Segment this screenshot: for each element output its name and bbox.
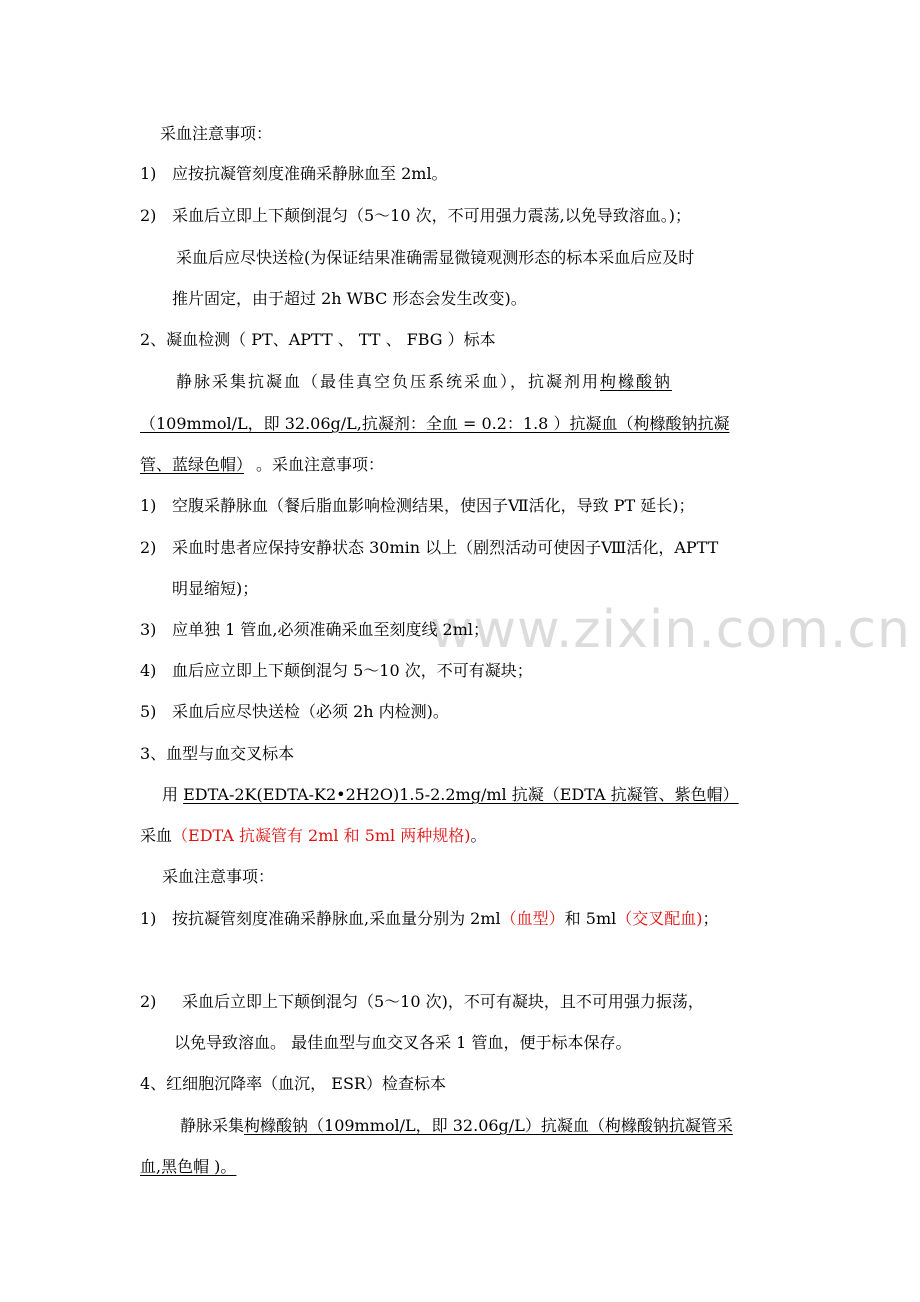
list-number: 1) xyxy=(140,164,157,183)
list-number: 2) xyxy=(140,992,157,1011)
text-run: ； xyxy=(702,909,719,928)
red-highlight-text: （交叉配血) xyxy=(616,909,703,928)
list-number: 3) xyxy=(140,620,157,639)
list-number: 1) xyxy=(140,496,157,515)
list-number: 5) xyxy=(140,702,157,721)
paragraph-line xyxy=(140,826,487,846)
underlined-paragraph-line: 血,黑色帽 )。 xyxy=(140,1157,237,1176)
list-number: 4) xyxy=(140,661,157,680)
text-run: 静脉采集抗凝血（最佳真空负压系统采血），抗凝剂用 xyxy=(176,372,601,391)
section-note-heading: 采血注意事项： xyxy=(162,867,275,886)
text-run: 静脉采集 xyxy=(180,1116,245,1135)
section-note-heading: 采血注意事项： xyxy=(160,124,273,143)
text-run: 按抗凝管刻度准确采静脉血,采血量分别为 2ml xyxy=(172,909,501,928)
underlined-text: 枸橼酸钠（109mmol/L，即 32.06g/L）抗凝血（枸橼酸钠抗凝管采 xyxy=(244,1116,733,1135)
section-heading-esr: 4、红细胞沉降率（血沉， ESR）检查标本 xyxy=(140,1074,446,1093)
list-item xyxy=(172,909,719,929)
list-number: 2) xyxy=(140,538,157,557)
paragraph-line xyxy=(162,785,739,805)
underlined-text: EDTA-2K(EDTA-K2•2H2O)1.5-2.2mg/ml 抗凝（EDTA 抗凝管、紫色帽） xyxy=(183,785,739,804)
underlined-text: 管、蓝绿色帽） xyxy=(140,455,245,474)
watermark: www.zixin.com.cn xyxy=(430,600,911,660)
list-item: 空腹采静脉血（餐后脂血影响检测结果，使因子Ⅶ活化，导致 PT 延长)； xyxy=(172,496,695,515)
paragraph-line xyxy=(180,1116,733,1136)
list-item: 采血后应尽快送检（必须 2h 内检测)。 xyxy=(172,702,449,721)
paragraph-line xyxy=(176,372,672,392)
underlined-paragraph-line: （109mmol/L，即 32.06g/L,抗凝剂：全血 = 0.2：1.8 ）抗凝血（枸橼酸钠抗凝 xyxy=(140,414,730,433)
list-item: 应单独 1 管血,必须准确采血至刻度线 2ml； xyxy=(172,620,489,639)
list-item: 应按抗凝管刻度准确采静脉血至 2ml。 xyxy=(172,164,448,183)
paragraph-line xyxy=(140,455,384,475)
paragraph-line: 采血后应尽快送检(为保证结果准确需显微镜观测形态的标本采血后应及时 xyxy=(176,248,695,267)
section-heading-blood-type: 3、血型与血交叉标本 xyxy=(140,744,295,763)
paragraph-line: 以免导致溶血。 最佳血型与血交叉各采 1 管血，便于标本保存。 xyxy=(174,1033,632,1052)
text-run: 和 5ml xyxy=(564,909,617,928)
text-run: 采血 xyxy=(140,826,173,845)
red-highlight-text: （EDTA 抗凝管有 2ml 和 5ml 两种规格) xyxy=(172,826,471,845)
underlined-text: 枸橼酸钠 xyxy=(600,372,673,391)
paragraph-line: 推片固定，由于超过 2h WBC 形态会发生改变)。 xyxy=(172,289,527,308)
list-item: 采血后立即上下颠倒混匀（5～10 次)，不可有凝块，且不可用强力振荡， xyxy=(182,992,704,1011)
list-item: 采血后立即上下颠倒混匀（5～10 次，不可用强力震荡,以免导致溶血。)； xyxy=(172,206,691,225)
list-number: 1) xyxy=(140,909,157,928)
text-run: 。采血注意事项： xyxy=(256,455,385,474)
section-heading-coagulation: 2、凝血检测（ PT、APTT 、 TT 、 FBG ）标本 xyxy=(140,330,496,349)
list-number: 2) xyxy=(140,206,157,225)
list-item: 采血时患者应保持安静状态 30min 以上（剧烈活动可使因子Ⅷ活化，APTT xyxy=(172,538,719,557)
paragraph-line: 明显缩短)； xyxy=(172,579,259,598)
text-run: 。 xyxy=(470,826,487,845)
text-run: 用 xyxy=(162,785,184,804)
red-highlight-text: （血型） xyxy=(500,909,565,928)
list-item: 血后应立即上下颠倒混匀 5～10 次，不可有凝块； xyxy=(172,661,533,680)
